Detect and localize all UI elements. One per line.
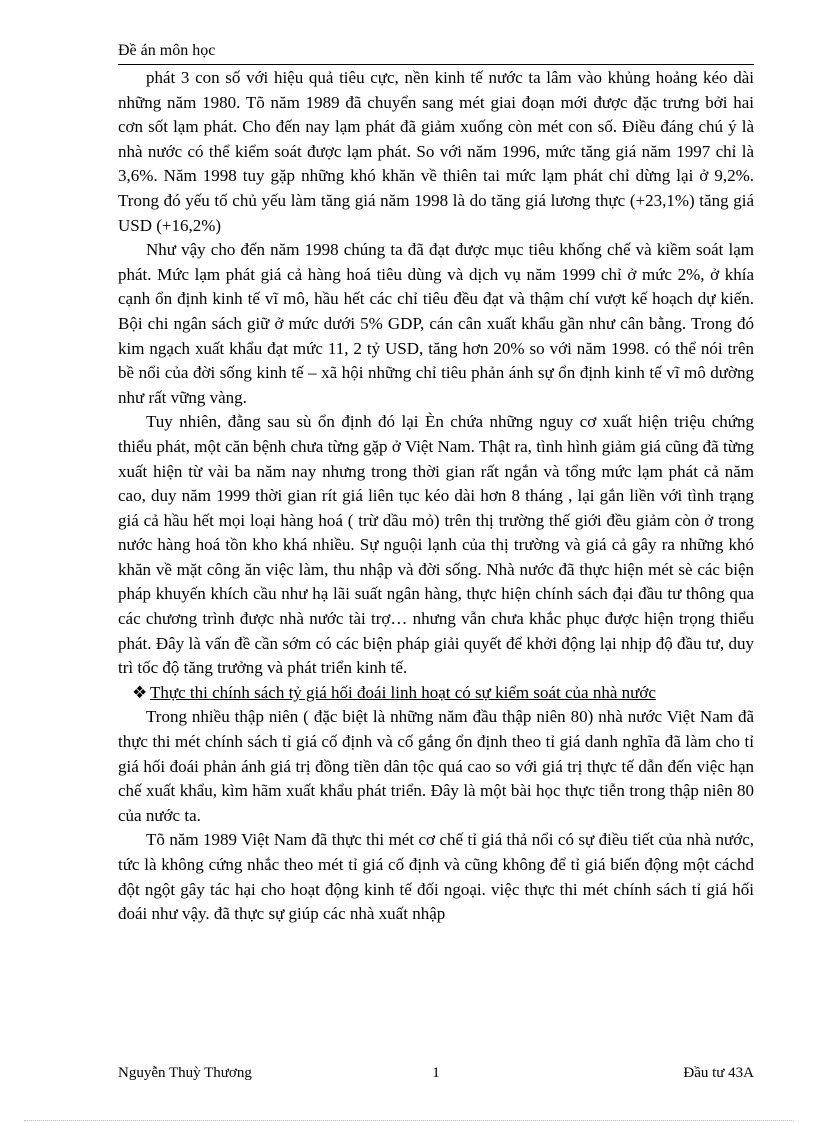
diamond-bullet-icon: ❖	[132, 682, 148, 702]
header-title: Đề án môn học	[118, 42, 216, 59]
footer-page-number: 1	[432, 1065, 440, 1081]
paragraph-1: phát 3 con số với hiệu quả tiêu cực, nền kinh tế nước ta lâm vào khủng hoảng kéo dài những năm 1980. Tõ năm 1989 đã chuyển sang mét giai đoạn mới được đặc trưng bởi hai cơn sốt lạm phát. Cho đến nay lạm phát đã giảm xuống còn mét con số. Điều đáng chú ý là nhà nước có thể kiểm soát được lạm phát. So với năm 1996, mức tăng giá năm 1997 chỉ là 3,6%. Năm 1998 tuy gặp những khó khăn về thiên tai mức lạm phát chỉ dừng lại ở 9,2%. Trong đó yếu tố chủ yếu làm tăng giá năm 1998 là do tăng giá lương thực (+23,1%) tăng giá USD (+16,2%)	[118, 68, 754, 235]
footer-class: Đầu tư 43A	[683, 1065, 754, 1081]
paragraph-2: Như vậy cho đến năm 1998 chúng ta đã đạt được mục tiêu khống chế và kiềm soát lạm phát. Mức lạm phát giá cả hàng hoá tiêu dùng và dịch vụ năm 1999 chỉ ở mức 2%, ở khía cạnh ổn định kinh tế vĩ mô, hầu hết các chỉ tiêu đều đạt và thậm chí vượt kế hoạch dự kiến. Bội chi ngân sách giữ ở mức dưới 5% GDP, cán cân xuất khẩu gần như cân bằng. Trong đó kim ngạch xuất khẩu đạt mức 11, 2 tỷ USD, tăng hơn 20% so với năm 1998. có thể nói trên bề nổi của đời sống kinh tế – xã hội những chỉ tiêu phản ánh sự ổn định kinh tế vĩ mô dường như rất vững vàng.	[118, 240, 754, 407]
footer-author: Nguyễn Thuỳ Thương	[118, 1065, 252, 1081]
section-heading	[118, 681, 754, 706]
page-header	[118, 40, 754, 65]
page-footer	[118, 1062, 754, 1084]
document-body	[118, 66, 754, 927]
page-edge-divider	[24, 1120, 794, 1121]
section-heading-text: Thực thi chính sách tỷ giá hối đoái linh hoạt có sự kiểm soát của nhà nước	[150, 682, 656, 702]
paragraph-4: Trong nhiều thập niên ( đặc biệt là những năm đầu thập niên 80) nhà nước Việt Nam đã thực thi mét chính sách tỉ giá cố định và cố gắng ổn định theo tỉ giá danh nghĩa đã làm cho tỉ giá hối đoái phản ánh giá trị đồng tiền dân tộc quá cao so với giá trị thực tế dẫn đến việc hạn chế xuất khẩu, kìm hãm xuất khẩu phát triển. Đây là một bài học thực tiễn trong thập niên 80 của nước ta.	[118, 707, 754, 825]
paragraph-3: Tuy nhiên, đằng sau sù ổn định đó lại Èn chứa những nguy cơ xuất hiện triệu chứng thiểu phát, một căn bệnh chưa từng gặp ở Việt Nam. Thật ra, tình hình giảm giá cũng đã từng xuất hiện từ vài ba năm nay nhưng trong thời gian rất ngắn và tổng mức lạm phát cả năm cao, duy năm 1999 thời gian rít giá liên tục kéo dài hơn 8 tháng , lại gắn liền với tình trạng giá cả hầu hết mọi loại hàng hoá ( trừ dầu mỏ) trên thị trường thế giới đều giảm còn ở trong nước hàng hoá tồn kho khá nhiều. Sự nguội lạnh của thị trường và giá cả gây ra những khó khăn về mặt công ăn việc làm, thu nhập và đời sống. Nhà nước đã thực hiện mét sè các biện pháp khuyến khích cầu như hạ lãi suất ngân hàng, thực hiện chính sách đại đầu tư thông qua các chương trình được nhà nước tài trợ… nhưng vẫn chưa khắc phục được hiện trọng thiểu phát. Đây là vấn đề cần sớm có các biện pháp giải quyết để khởi động lại nhịp độ đầu tư, duy trì tốc độ tăng trưởng và phát triển kinh tế.	[118, 412, 754, 678]
paragraph-5: Tõ năm 1989 Việt Nam đã thực thi mét cơ chế tỉ giá thả nổi có sự điều tiết của nhà nước, tức là không cứng nhắc theo mét tỉ giá cố định và cũng không để tỉ giá biến động một cáchd đột ngột gây tác hại cho hoạt động kinh tế đối ngoại. việc thực thi mét chính sách tỉ giá hối đoái như vậy. đã thực sự giúp các nhà xuất nhập	[118, 830, 754, 924]
